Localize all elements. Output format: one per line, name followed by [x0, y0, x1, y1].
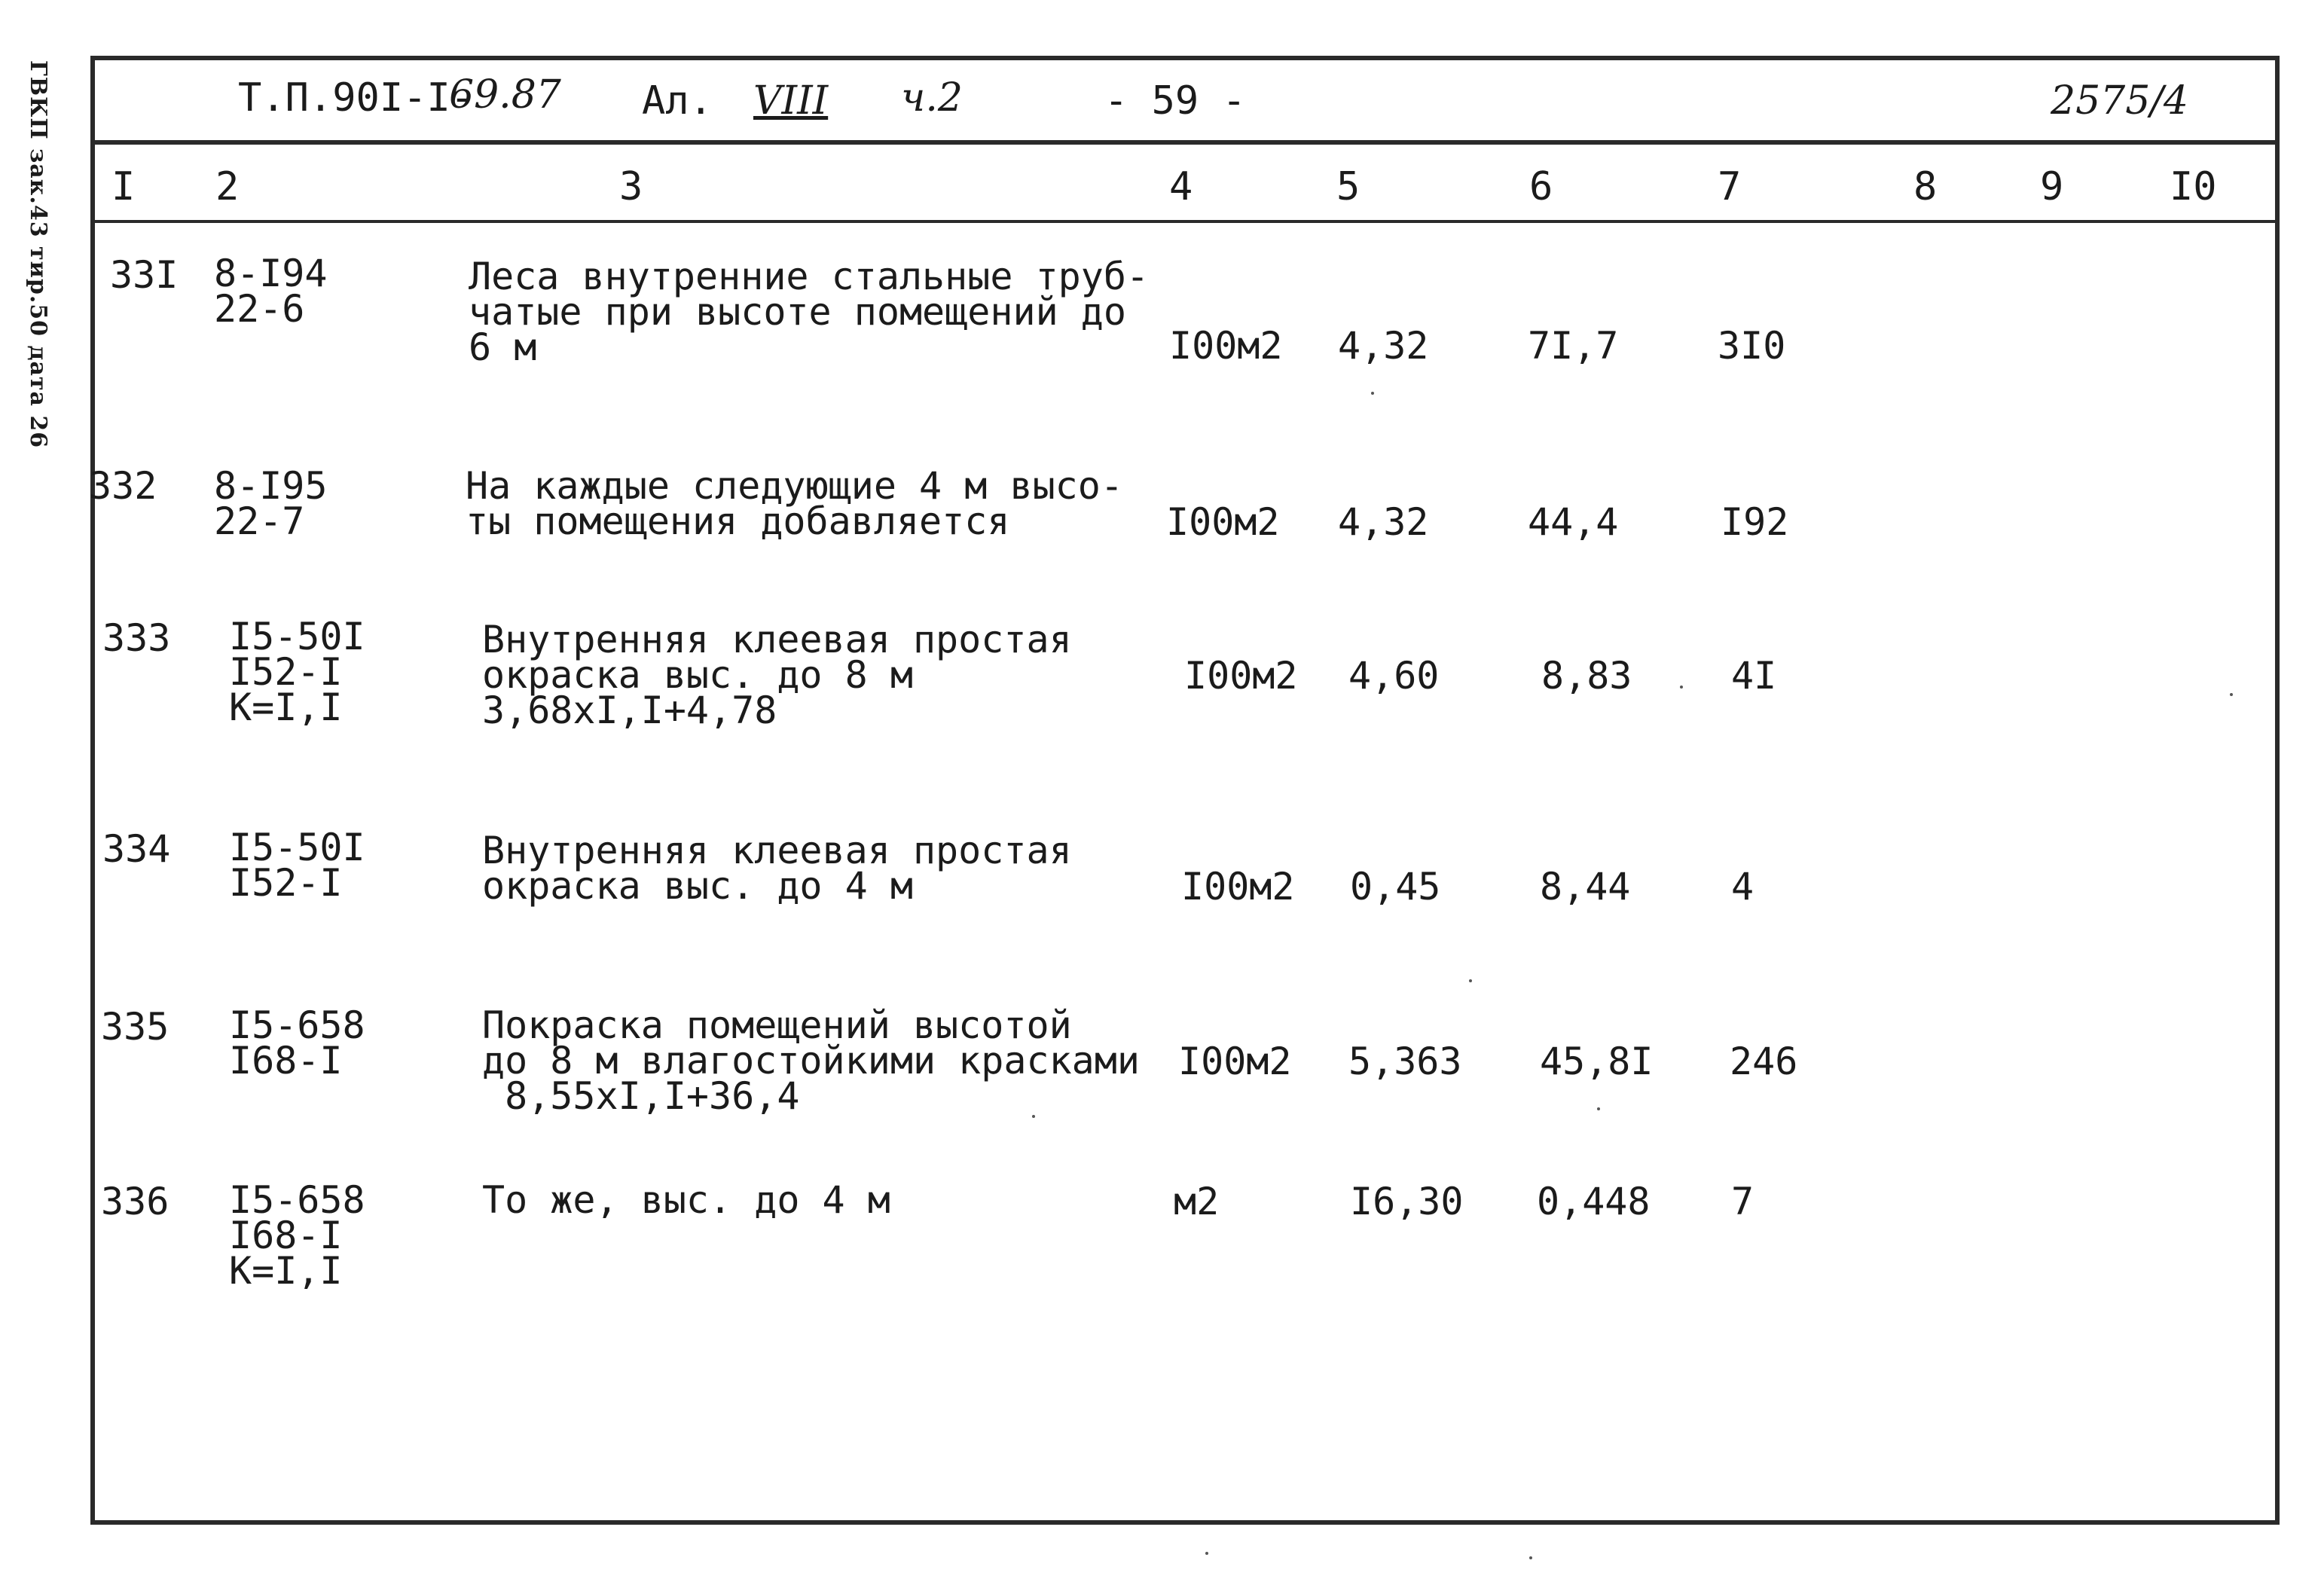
row-number: 336	[101, 1180, 169, 1223]
quantity: 4,32	[1338, 324, 1429, 368]
unit-price: 45,8I	[1540, 1040, 1654, 1083]
quantity: I6,30	[1350, 1180, 1464, 1223]
unit: м2	[1174, 1180, 1220, 1223]
row-number: 333	[102, 616, 171, 660]
column-number: 6	[1529, 164, 1553, 209]
unit-price: 8,83	[1541, 654, 1632, 698]
norm-code: 8-I95 22-7	[214, 464, 328, 543]
column-number: 7	[1718, 164, 1742, 209]
scan-speck	[1529, 1556, 1532, 1559]
column-number: 4	[1169, 164, 1193, 209]
work-description: На каждые следующие 4 м высо- ты помещения добавляется	[466, 464, 1123, 543]
norm-code: 8-I94 22-6	[214, 252, 328, 331]
sheet-stamp: 2575/4	[2051, 78, 2188, 124]
quantity: 5,363	[1348, 1040, 1462, 1083]
scan-speck	[1597, 1107, 1600, 1110]
row-number: 332	[89, 464, 157, 508]
column-number: I	[111, 164, 136, 209]
unit: I00м2	[1169, 324, 1283, 368]
scan-speck	[2230, 693, 2233, 696]
unit: I00м2	[1166, 500, 1280, 544]
norm-code: I5-658 I68-I	[229, 1003, 365, 1083]
column-number: 8	[1913, 164, 1938, 209]
album-number: VIII	[753, 78, 829, 124]
unit-price: 8,44	[1540, 865, 1631, 908]
album-label: Ал.	[642, 78, 713, 124]
total-cost: I92	[1721, 500, 1789, 544]
table-frame	[90, 56, 2280, 1525]
scan-speck	[1032, 1115, 1035, 1118]
total-cost: 7	[1731, 1180, 1754, 1223]
work-description: То же, выс. до 4 м	[482, 1178, 890, 1222]
norm-code: I5-658 I68-I К=I,I	[229, 1178, 365, 1293]
doc-code-prefix: Т.П.90I-I-	[238, 75, 475, 121]
part-number: ч.2	[901, 75, 963, 121]
column-number: 2	[215, 164, 240, 209]
work-description: Внутренняя клеевая простая окраска выс. до 8 м 3,68хI,I+4,78	[482, 618, 1072, 732]
unit-price: 44,4	[1528, 500, 1619, 544]
row-number: 33I	[110, 253, 179, 297]
unit: I00м2	[1184, 654, 1298, 698]
total-cost: 246	[1730, 1040, 1798, 1083]
norm-code: I5-50I I52-I	[229, 826, 365, 905]
unit: I00м2	[1178, 1040, 1292, 1083]
unit-price: 0,448	[1537, 1180, 1651, 1223]
unit-price: 7I,7	[1528, 324, 1619, 368]
work-description: Леса внутренние стальные труб- чатые при высоте помещений до 6 м	[469, 255, 1150, 369]
column-number: 9	[2040, 164, 2064, 209]
row-number: 335	[101, 1005, 169, 1049]
column-number: 5	[1336, 164, 1361, 209]
header-divider	[90, 140, 2280, 145]
column-number: I0	[2170, 164, 2217, 209]
norm-code: I5-50I I52-I К=I,I	[229, 615, 365, 729]
quantity: 4,60	[1348, 654, 1440, 698]
quantity: 4,32	[1338, 500, 1429, 544]
scan-speck	[1205, 1552, 1208, 1555]
total-cost: 3I0	[1718, 324, 1786, 368]
column-number: 3	[619, 164, 643, 209]
row-number: 334	[102, 827, 171, 871]
column-header-divider	[90, 220, 2280, 223]
work-description: Внутренняя клеевая простая окраска выс. до 4 м	[482, 829, 1072, 908]
doc-code-handwritten: 69.87	[449, 72, 561, 118]
unit: I00м2	[1181, 865, 1295, 908]
page-number: - 59 -	[1104, 78, 1246, 124]
scan-speck	[1371, 392, 1374, 395]
quantity: 0,45	[1350, 865, 1441, 908]
scan-speck	[1469, 979, 1472, 982]
scan-speck	[1680, 686, 1683, 689]
total-cost: 4I	[1731, 654, 1777, 698]
total-cost: 4	[1731, 865, 1754, 908]
work-description: Покраска помещений высотой до 8 м влагостойкими красками 8,55хI,I+36,4	[482, 1003, 1140, 1118]
margin-print-note: ГВКП зак.43 тир.50 дата 26	[25, 60, 51, 449]
